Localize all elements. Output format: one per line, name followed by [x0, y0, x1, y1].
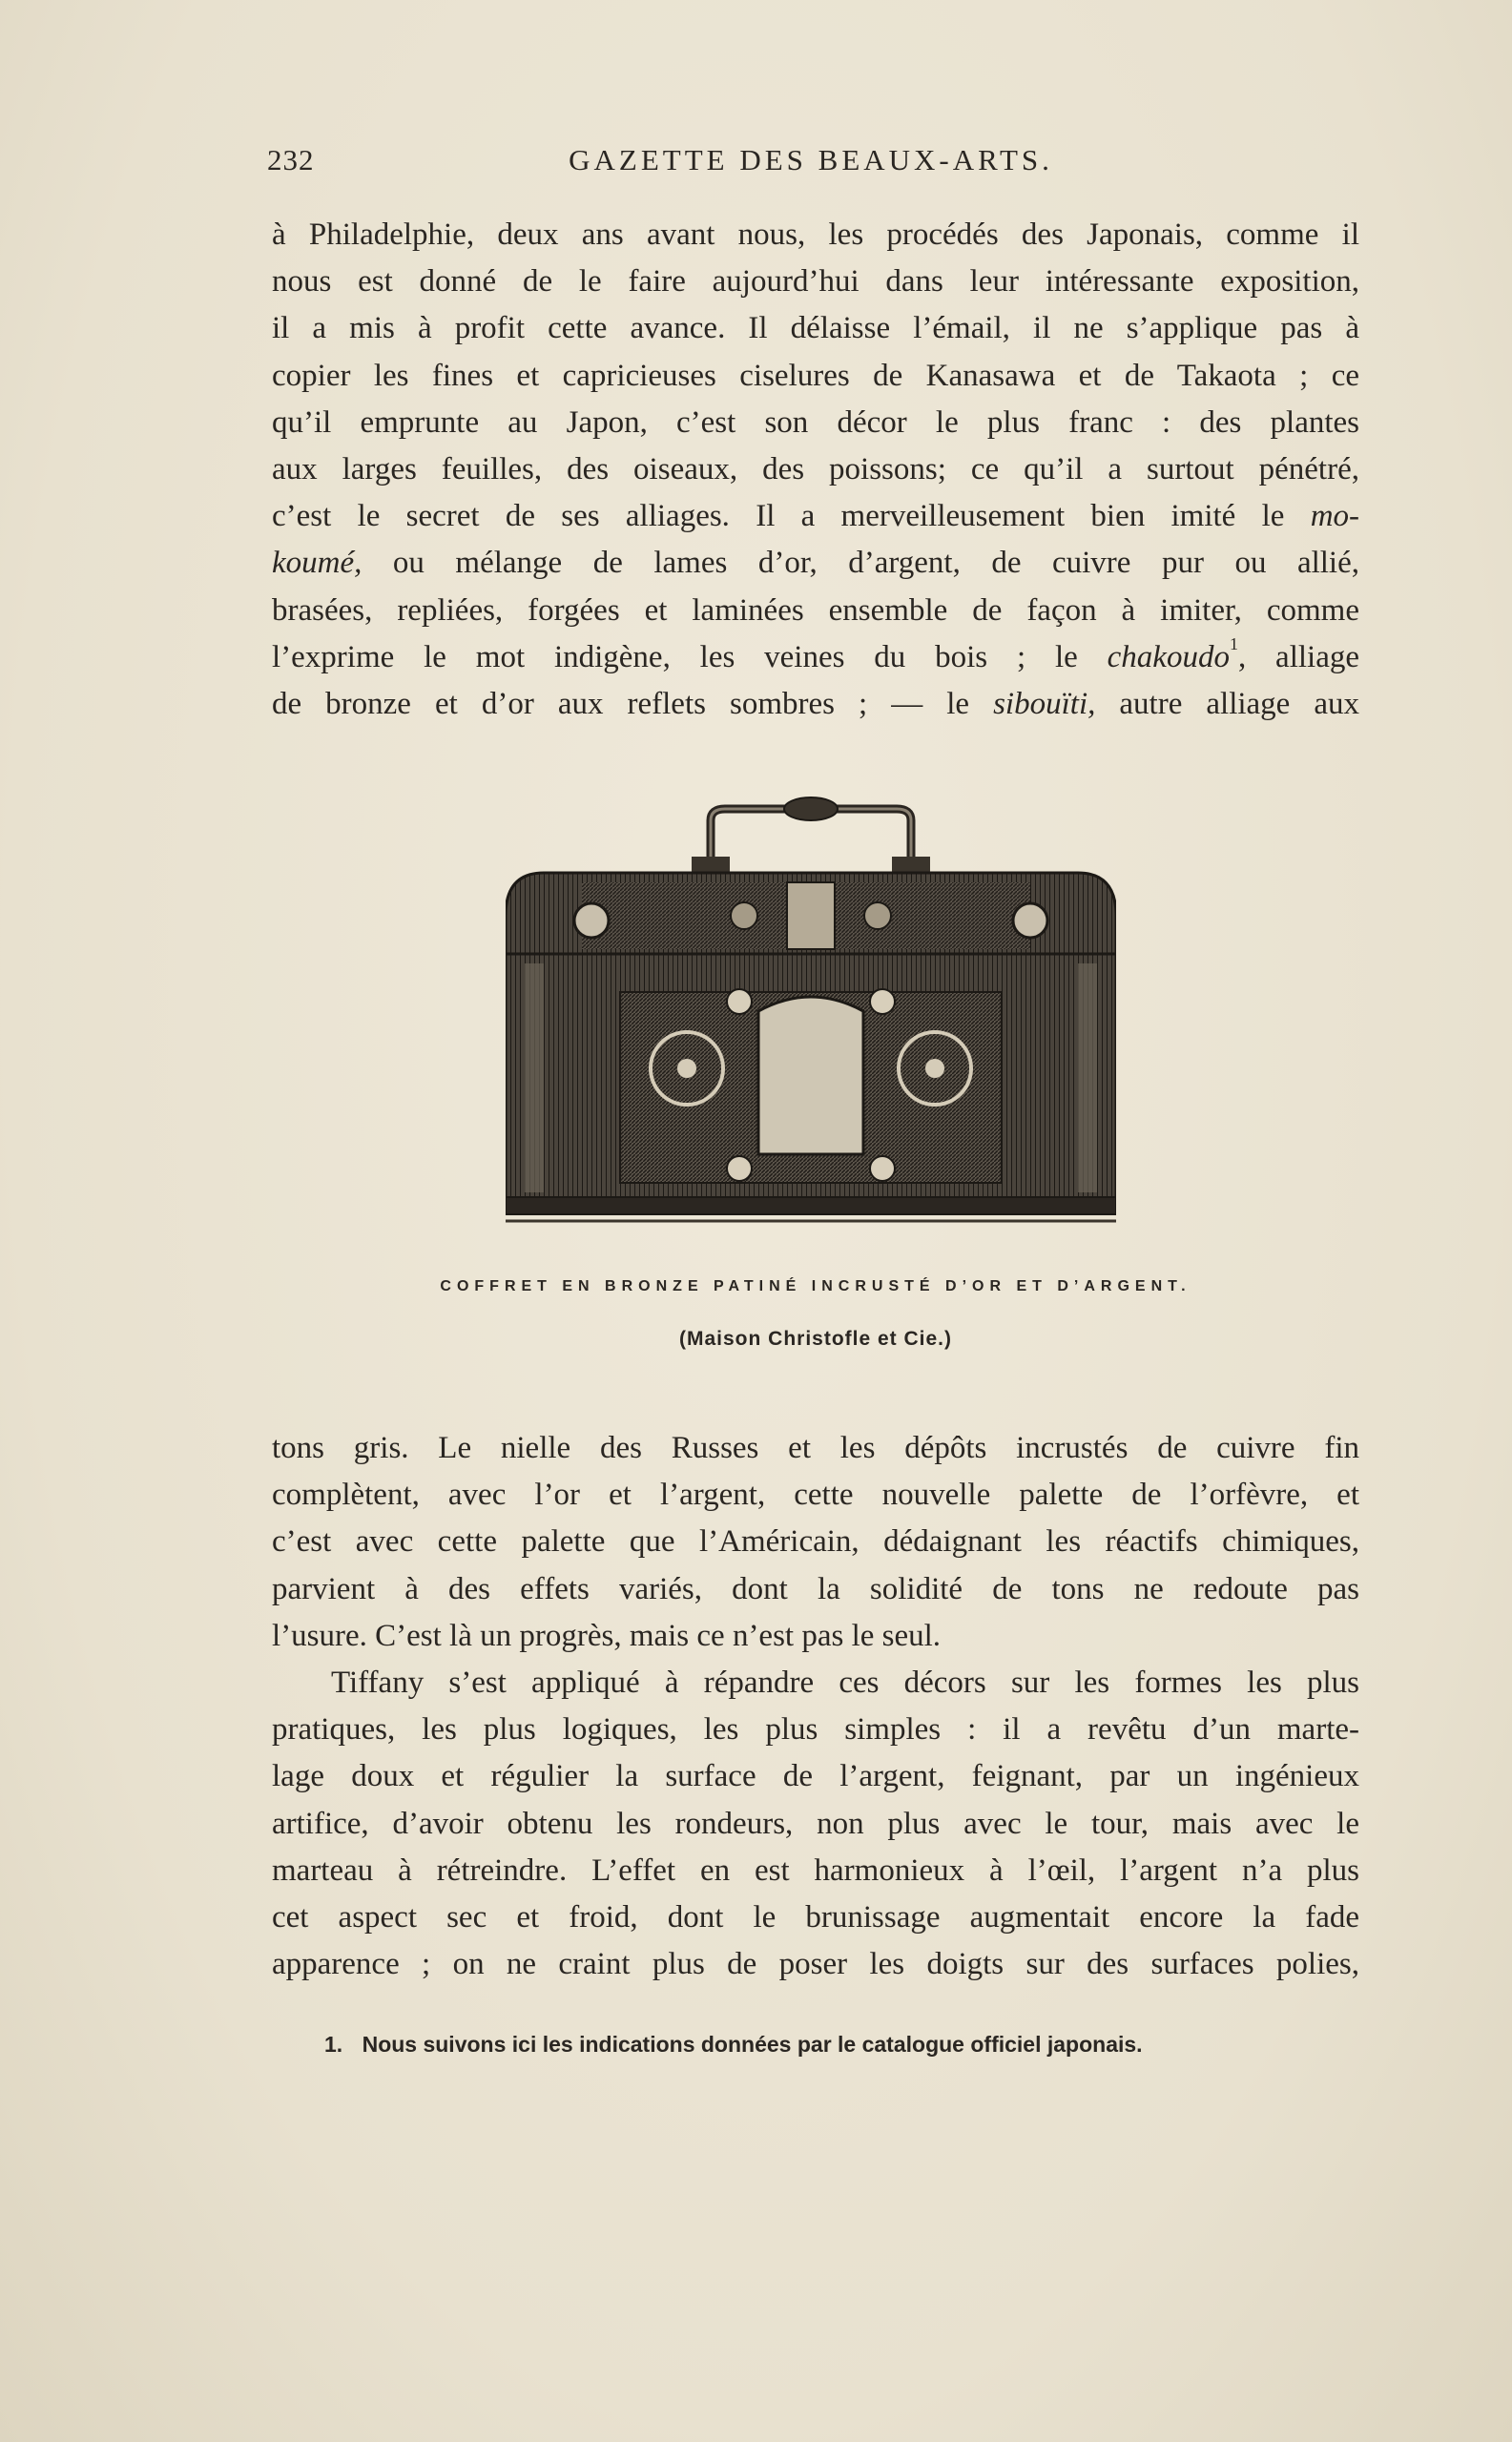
paragraph-2: [272, 1425, 1359, 1988]
text-segment: c’est le secret de ses alliages. Il a merveilleusement bien imité le: [272, 499, 1285, 534]
casket-engraving: [506, 792, 1116, 1231]
text-line: [272, 540, 1359, 587]
running-title: GAZETTE DES BEAUX-ARTS.: [569, 143, 1053, 176]
text-segment: de bronze et d’or aux reflets sombres ; — le: [272, 687, 970, 722]
italic-term: chakoudo: [1107, 639, 1230, 674]
text-line: c’est avec cette palette que l’Américain, dédaignant les réactifs chimiques,: [272, 1524, 1359, 1560]
footnote-ref[interactable]: 1: [1229, 633, 1238, 653]
text-line: apparence ; on ne craint plus de poser les doigts sur des surfaces polies,: [272, 1947, 1359, 1982]
footnote-number: 1.: [324, 2032, 343, 2057]
text-line: lage doux et régulier la surface de l’argent, feignant, par un ingénieux: [272, 1759, 1359, 1794]
italic-term: koumé,: [272, 546, 362, 581]
text-line: [272, 681, 1359, 728]
text-line: Tiffany s’est appliqué à répandre ces décors sur les formes les plus: [331, 1666, 1359, 1701]
italic-term: mo-: [1310, 499, 1360, 534]
text-line: marteau à rétreindre. L’effet en est harmonieux à l’œil, l’argent n’a plus: [272, 1852, 1359, 1888]
figure-credit: (Maison Christofle et Cie.): [678, 1328, 953, 1350]
text-line: il a mis à profit cette avance. Il délaisse l’émail, il ne s’applique pas à: [272, 311, 1359, 346]
footnote: [324, 2032, 1374, 2058]
text-line: brasées, repliées, forgées et laminées ensemble de façon à imiter, comme: [272, 592, 1359, 628]
text-segment: , alliage: [1237, 639, 1359, 674]
italic-term: sibouïti,: [993, 687, 1096, 722]
coffret-illustration: [506, 792, 1116, 1231]
text-line: copier les fines et capricieuses ciselures de Kanasawa et de Takaota ; ce: [272, 358, 1359, 393]
text-line: cet aspect sec et froid, dont le brunissage augmentait encore la fade: [272, 1900, 1359, 1935]
text-line: tons gris. Le nielle des Russes et les dépôts incrustés de cuivre fin: [272, 1431, 1359, 1465]
text-line: qu’il emprunte au Japon, c’est son décor le plus franc : des plantes: [272, 404, 1359, 440]
text-line: à Philadelphie, deux ans avant nous, les procédés des Japonais, comme il: [272, 217, 1359, 252]
paragraph-1: [272, 212, 1359, 728]
text-segment: ou mélange de lames d’or, d’argent, de cuivre pur ou allié,: [392, 546, 1360, 581]
figure-caption: COFFRET EN BRONZE PATINÉ INCRUSTÉ D’OR ET D’ARGENT.: [440, 1278, 1191, 1294]
text-line: pratiques, les plus logiques, les plus simples : il a revêtu d’un marte-: [272, 1712, 1359, 1748]
text-line: [272, 493, 1359, 540]
text-line: artifice, d’avoir obtenu les rondeurs, non plus avec le tour, mais avec le: [272, 1806, 1359, 1841]
text-line: [272, 634, 1359, 681]
text-line: aux larges feuilles, des oiseaux, des poissons; ce qu’il a surtout pénétré,: [272, 452, 1359, 487]
footnote-text: Nous suivons ici les indications données par le catalogue officiel japonais.: [362, 2032, 1143, 2057]
text-line: complètent, avec l’or et l’argent, cette nouvelle palette de l’orfèvre, et: [272, 1478, 1359, 1513]
text-line: nous est donné de le faire aujourd’hui dans leur intéressante exposition,: [272, 264, 1359, 300]
text-segment: l’exprime le mot indigène, les veines du bois ; le: [272, 639, 1078, 674]
text-line: l’usure. C’est là un progrès, mais ce n’est pas le seul.: [272, 1618, 942, 1653]
page-number: 232: [267, 143, 315, 176]
page-header: [267, 143, 1355, 191]
text-line: parvient à des effets variés, dont la solidité de tons ne redoute pas: [272, 1571, 1359, 1606]
text-segment: autre alliage aux: [1119, 687, 1360, 722]
